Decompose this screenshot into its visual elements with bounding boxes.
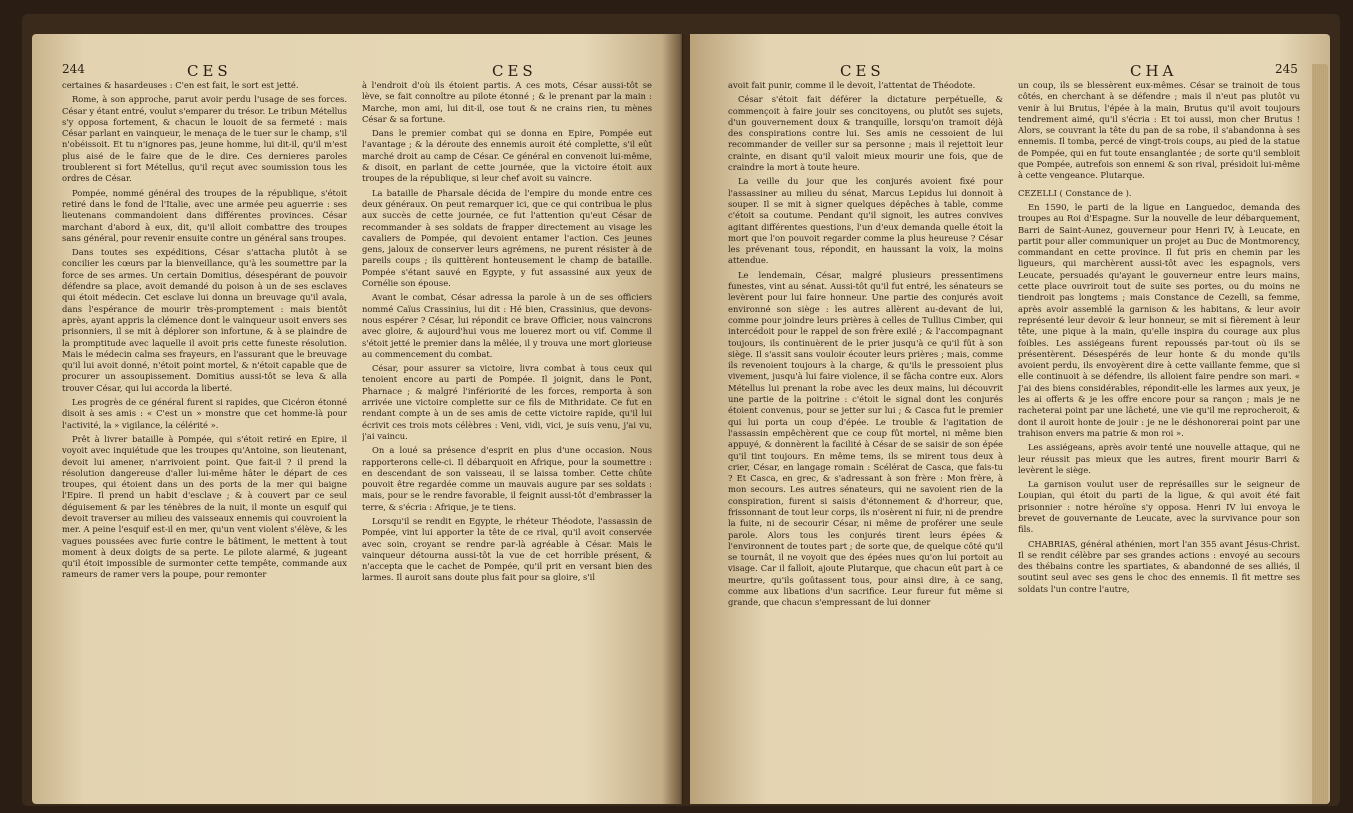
paragraph: La garnison voulut user de représailles sur le seigneur de Loupian, qui étoit du parti de la ligue, & qui avoit été fait prisonnier : notre héroïne s'y opposa. Henri IV lui envoya le brevet de gouvernante de Leucate, avec la survivance pour son fils. xyxy=(1018,479,1300,535)
paragraph: Rome, à son approche, parut avoir perdu l'usage de ses forces. César y étant entré, voulut s'emparer du trésor. Le tribun Métellus s'y opposa fortement, & chacun le louoit de sa fermeté : mais César parlant en vainqueur, le menaça de le tuer sur le champ, s'il n'obéissoit. Et tu n'ignores pas, jeune homme, lui dit-il, qu'il m'est plus aisé de le faire que de le dire. Ces dernieres paroles troublerent si fort Métellus, qu'il reçut avec soumission tous les ordres de César. xyxy=(62,94,347,184)
page-number: 244 xyxy=(62,62,85,76)
paragraph: La bataille de Pharsale décida de l'empire du monde entre ces deux généraux. On peut remarquer ici, que ce qui contribua le plus aux succès de cette journée, ce fut l'attention qu'eut César de recommander à ses soldats de frapper directement au visage les cavaliers de Pompée, qui devoient entamer l'action. Ces jeunes gens, jaloux de conserver leurs agrémens, ne purent résister à de pareils coups ; ils quittèrent honteusement le champ de bataille. Pompée s'étant sauvé en Egypte, y fut assassiné aux yeux de Cornélie son épouse. xyxy=(362,187,652,289)
paragraph: Avant le combat, César adressa la parole à un de ses officiers nommé Caïus Crassinius, lui dit : Hé bien, Crassinius, que devons-nous espérer ? César, lui répondit ce brave Officier, nous vaincrons avec gloire, & aujourd'hui vous me louerez mort ou vif. Comme il s'étoit jetté le premier dans la mêlée, il y trouva une mort glorieuse au commencement du combat. xyxy=(362,292,652,359)
paragraph: La veille du jour que les conjurés avoient fixé pour l'assassiner au milieu du sénat, Marcus Lepidus lui donnoit à souper. Il se mit à signer quelques dépêches à table, comme c'étoit sa coutume. Pendant qu'il signoit, les autres convives agitant différentes questions, l'un d'eux demanda quelle étoit la mort que l'on pouvoit regarder comme la plus heureuse ? César les prévenant tous, répondit, en haussant la voix, la moins attendue. xyxy=(728,176,1003,266)
book-spread xyxy=(22,14,1340,806)
paragraph: CHABRIAS, général athénien, mort l'an 355 avant Jésus-Christ. Il se rendit célèbre par ses grandes actions : envoyé au secours des thébains contre les spartiates, & abandonné de ses alliés, il soutint seul avec ses gens le choc des ennemis. Il fit mettre ses soldats l'un contre l'autre, xyxy=(1018,538,1300,594)
paragraph: César, pour assurer sa victoire, livra combat à tous ceux qui tenoient encore au parti de Pompée. Il joignit, dans le Pont, Pharnace ; & malgré l'infériorité de les forces, remporta à son arrivée une victoire complette sur ce fils de Mithridate. Ce fut en rendant compte à un de ses amis de cette victoire rapide, qu'il lui écrivit ces trois mots célèbres : Veni, vidi, vici, je suis venu, j'ai vu, j'ai vaincu. xyxy=(362,363,652,441)
running-head: CES xyxy=(840,62,885,80)
text-column-1 xyxy=(728,80,1003,792)
left-page xyxy=(32,34,682,804)
paragraph: César s'étoit fait déférer la dictature perpétuelle, & commençoit à faire jouir ses concitoyens, ou plutôt ses sujets, d'un gouvernement doux & tranquille, lorsqu'on tramoit déjà des conspirations contre lui. Ses amis ne cessoient de lui recommander de veiller sur sa personne ; mais il rejettoit leur crainte, en disant qu'il valoit mieux mourir une fois, que de craindre la mort à toute heure. xyxy=(728,94,1003,173)
running-head: CES xyxy=(492,62,537,80)
paragraph: certaines & hasardeuses : C'en est fait, le sort est jetté. xyxy=(62,80,299,90)
paragraph: Dans toutes ses expéditions, César s'attacha plutôt à se concilier les cœurs par la bienveillance, qu'à les soumettre par la force de ses armes. Un certain Domitius, désespérant de pouvoir défendre sa place, avoit demandé du poison à un de ses esclaves qui étoit médecin. Cet esclave lui donna un breuvage qu'il avala, dans l'espérance de mourir très-promptement : mais bientôt après, ayant appris la clémence dont le vainqueur usoit envers ses prisonniers, il se mit à déplorer son infortune, & à se plaindre de la promptitude avec laquelle il avoit pris cette funeste résolution. Mais le médecin calma ses frayeurs, en l'assurant que le breuvage qu'il lui avoit donné, n'étoit point mortel, & n'étoit capable que de procurer un assoupissement. Domitius aussi-tôt se leva & alla trouver César, qui lui accorda la liberté. xyxy=(62,247,347,393)
text-column-2 xyxy=(362,80,652,792)
paragraph: Prêt à livrer bataille à Pompée, qui s'étoit retiré en Epire, il voyoit avec inquiétude que les troupes qu'Antoine, son lieutenant, devoit lui amener, n'arrivoient point. Que fait-il ? il prend la résolution dangereuse d'aller lui-même hâter le départ de ces troupes, qui étoient dans un des ports de la mer qui baigne l'Epire. Il prend un habit d'esclave ; & à couvert par ce seul déguisement & par les ténèbres de la nuit, il monte un esquif qui devoit traverser au milieu des vaisseaux ennemis qui couvroient la mer. A peine l'esquif est-il en mer, qu'un vent violent s'élève, & les vagues poussées avec furie contre le bâtiment, le mettent à tout moment à deux doigts de sa perte. Le pilote alarmé, & jugeant qu'il étoit impossible de surmonter cette tempête, commande aux rameurs de ramer vers la poupe, pour remonter xyxy=(62,433,347,580)
paragraph: Le lendemain, César, malgré plusieurs pressentimens funestes, vint au sénat. Aussi-tôt qu'il fut entré, les sénateurs se levèrent pour lui faire honneur. Une partie des conjurés avoit environné son siège : les autres allèrent au-devant de lui, comme pour joindre leurs prières à celles de Tullius Cimber, qui intercédoit pour le rappel de son frère exilé ; & l'accompagnant toujours, ils continuèrent de le prier jusqu'à ce qu'il fût à son siège. Il s'assit sans vouloir écouter leurs prières ; mais, comme ils revenoient toujours à la charge, & qu'ils le pressoient plus vivement, jusqu'à lui faire violence, il se fâcha contre eux. Alors Métellus lui prenant la robe avec les deux mains, lui découvrit une partie de la poitrine : c'étoit le signal dont les conjurés étoient convenus, pour se jetter sur lui ; & Casca fut le premier qui lui porta un coup d'épée. Le trouble & l'agitation de l'assassin empêchèrent que ce coup fût mortel, ni même bien appuyé, & donnèrent la facilité à César de se saisir de son épée qu'il tint toujours. En même tems, ils se mirent tous deux à crier, César, en langage romain : Scélérat de Casca, que fais-tu ? Et Casca, en grec, & s'adressant à son frère : Mon frère, à mon secours. Les autres sénateurs, qui ne savoient rien de la conspiration, furent si saisis d'étonnement & d'horreur, que, frissonnant de tout leur corps, ils n'osèrent ni fuir, ni de prendre la fuite, ni de secourir César, ni même de proférer une seule parole. Alors tous les conjurés tirent leurs épées & l'environnent de toutes part ; de sorte que, de quelque côté qu'il se tournât, il ne voyoit que des épées nues qu'on lui portoit au visage. Car il falloit, ajoute Plutarque, que chacun eût part à ce meurtre, qu'ils goûtassent tous, pour ainsi dire, à ce sang, comme aux libations d'un sacrifice. Leur fureur fut même si grande, que chacun s'empressant de lui donner xyxy=(728,269,1003,608)
paragraph: avoit fait punir, comme il le devoit, l'attentat de Théodote. xyxy=(728,80,976,90)
running-head: CES xyxy=(187,62,232,80)
paragraph: à l'endroit d'où ils étoient partis. A ces mots, César aussi-tôt se lève, se fait connoître au pilote étonné ; & le prenant par la main : Marche, mon ami, lui dit-il, ose tout & ne crains rien, tu mènes César & sa fortune. xyxy=(362,80,652,124)
paragraph: En 1590, le parti de la ligue en Languedoc, demanda des troupes au Roi d'Espagne. Sur la nouvelle de leur débarquement, Barri de Saint-Aunez, gouverneur pour Henri IV, à Leucate, en partit pour aller communiquer un projet au Duc de Montmorency, commandant en cette province. Il fut pris en chemin par les ligueurs, qui marchèrent aussi-tôt avec les espagnols, vers Leucate, persuadés qu'ayant le gouverneur entre leurs mains, cette place ouvriroit tout de suite ses portes, ou du moins ne tiendroit pas longtems ; mais Constance de Cezelli, sa femme, après avoir assemblé la garnison & les habitans, & leur avoir représenté leur devoir & leur honneur, se mit si fièrement à leur tête, une pique à la main, qu'elle inspira du courage aux plus foibles. Les assiégeans furent repoussés par-tout où ils se présentèrent. Désespérés de leur honte & du monde qu'ils avoient perdu, ils envoyèrent dire à cette vaillante femme, que si elle continuoit à se défendre, ils alloient faire pendre son mari. « J'ai des biens considérables, répondit-elle les larmes aux yeux, je les ai offerts & je les offre encore pour sa rançon ; mais je ne racheterai point par une lâcheté, une vie qu'il me reprocheroit, & dont il auroit honte de jouir : je ne le déshonorerai point par une trahison envers ma patrie & mon roi ». xyxy=(1018,201,1300,438)
entry-heading: CEZELLI ( Constance de ). xyxy=(1018,187,1132,198)
running-head: CHA xyxy=(1130,62,1178,80)
right-page xyxy=(690,34,1330,804)
paragraph: Les progrès de ce général furent si rapides, que Cicéron étonné disoit à ses amis : « C'est un » monstre que cet homme-là pour l'activité, la » vigilance, la célérité ». xyxy=(62,397,347,430)
paragraph: Pompée, nommé général des troupes de la république, s'étoit retiré dans le fond de l'Italie, avec une armée peu aguerrie : ses lieutenans commandoient dans différentes provinces. César marchant d'abord à eux, dit, qu'il alloit combattre des troupes sans général, pour revenir ensuite contre un général sans troupes. xyxy=(62,187,347,243)
paragraph: Les assiégeans, après avoir tenté une nouvelle attaque, qui ne leur réussit pas mieux que les autres, firent mourir Barri & levèrent le siège. xyxy=(1018,442,1300,475)
paragraph: un coup, ils se blessèrent eux-mêmes. César se trainoit de tous côtés, en cherchant à se défendre ; mais il n'eut pas plutôt vu venir à lui Brutus, l'épée à la main, Brutus qu'il avoit toujours tendrement aimé, qu'il s'écria : Et toi aussi, mon cher Brutus ! Alors, se couvrant la tête du pan de sa robe, il s'abandonna à ses ennemis. Il tomba, percé de vingt-trois coups, au pied de la statue de Pompée, qui en fut toute ensanglantée ; de sorte qu'il sembloit que Pompée, autrefois son ennemi & son rival, présidoit lui-même à cette vengeance. Plutarque. xyxy=(1018,80,1300,181)
page-number: 245 xyxy=(1275,62,1298,76)
text-column-1 xyxy=(62,80,347,792)
text-column-2 xyxy=(1018,80,1300,792)
paragraph: On a loué sa présence d'esprit en plus d'une occasion. Nous rapporterons celle-ci. Il débarquoit en Afrique, pour la soumettre : en descendant de son vaisseau, il se laissa tomber. Cette chûte pouvoit être regardée comme un mauvais augure par ses soldats : mais, pour se le rendre favorable, il feignit aussi-tôt d'embrasser la terre, & s'écria : Afrique, je te tiens. xyxy=(362,445,652,512)
paragraph: Lorsqu'il se rendit en Egypte, le rhéteur Théodote, l'assassin de Pompée, vint lui apporter la tête de ce rival, qu'il avoit conservée avec soin, croyant se rendre par-là agréable à César. Mais le vainqueur détourna aussi-tôt la vue de cet horrible présent, & n'accepta que le cachet de Pompée, qu'il prit en versant bien des larmes. Il auroit sans doute plus fait pour sa gloire, s'il xyxy=(362,515,652,583)
page-fore-edge xyxy=(1312,64,1328,804)
paragraph: Dans le premier combat qui se donna en Epire, Pompée eut l'avantage ; & la déroute des ennemis auroit été complette, s'il eût marché droit au camp de César. Ce général en convenoit lui-même, & disoit, en parlant de cette journée, que la victoire étoit aux troupes de la république, si leur chef avoit su vaincre. xyxy=(362,128,652,184)
